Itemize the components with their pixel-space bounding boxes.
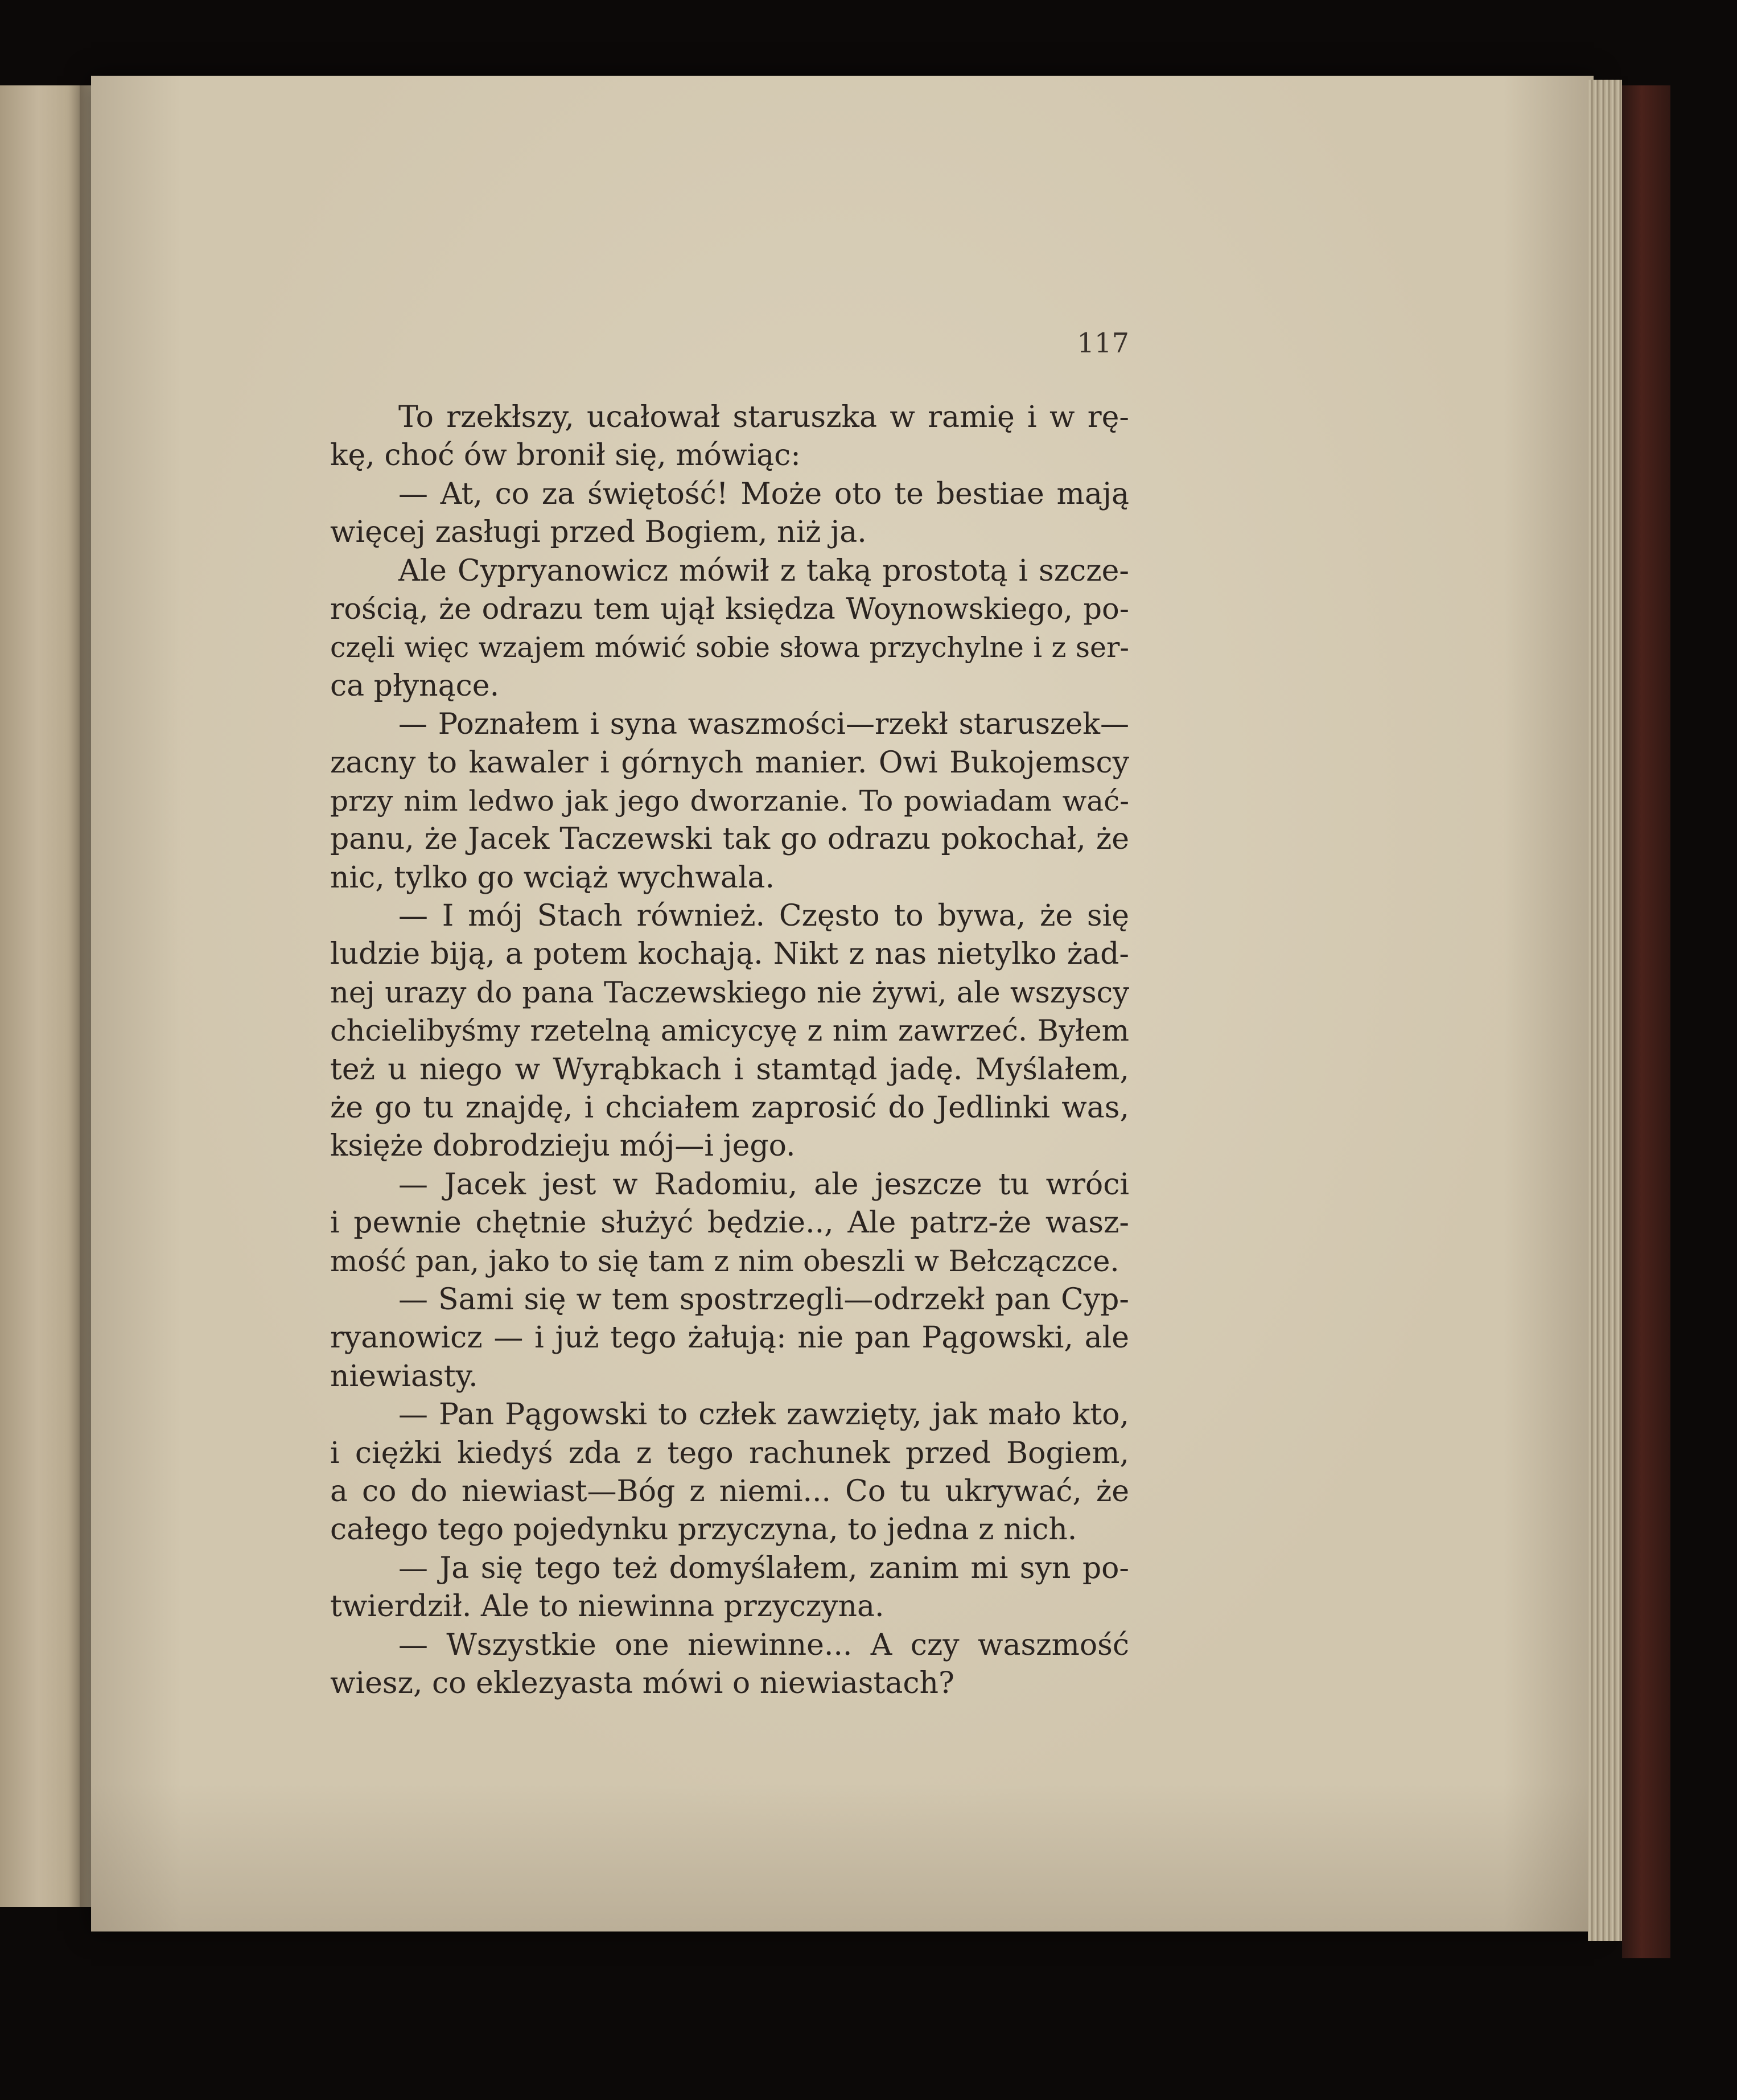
text-line: twierdził. Ale to niewinna przyczyna. bbox=[330, 1589, 884, 1624]
text-line: też u niego w Wyrąbkach i stamtąd jadę. Myślałem, bbox=[330, 1052, 1129, 1087]
text-line: ca płynące. bbox=[330, 668, 500, 703]
text-line: całego tego pojedynku przyczyna, to jedna z nich. bbox=[330, 1513, 1077, 1547]
text-line: księże dobrodzieju mój—i jego. bbox=[330, 1129, 796, 1164]
text-line: niewiasty. bbox=[330, 1359, 478, 1394]
text-line: To rzekłszy, ucałował staruszka w ramię i w rę- bbox=[398, 400, 1129, 434]
text-line: a co do niewiast—Bóg z niemi... Co tu ukrywać, że bbox=[330, 1474, 1129, 1509]
text-line: nej urazy do pana Taczewskiego nie żywi, ale wszyscy bbox=[330, 976, 1129, 1010]
text-line: i ciężki kiedyś zda z tego rachunek przed Bogiem, bbox=[330, 1436, 1129, 1470]
text-line: zacny to kawaler i górnych manier. Owi Bukojemscy bbox=[330, 745, 1129, 780]
page-stack-edges bbox=[1588, 80, 1622, 1941]
text-line: ryanowicz — i już tego żałują: nie pan Pągowski, ale bbox=[330, 1321, 1129, 1355]
text-line: więcej zasługi przed Bogiem, niż ja. bbox=[330, 515, 867, 550]
text-line: mość pan, jako to się tam z nim obeszli w Bełczączce. bbox=[330, 1244, 1119, 1279]
book-cover-edge bbox=[1622, 85, 1670, 1958]
text-line: — Jacek jest w Radomiu, ale jeszcze tu wróci bbox=[398, 1167, 1129, 1202]
text-line: panu, że Jacek Taczewski tak go odrazu pokochał, że bbox=[330, 822, 1129, 857]
text-line: nic, tylko go wciąż wychwala. bbox=[330, 860, 775, 895]
text-line: Ale Cypryanowicz mówił z taką prostotą i szcze- bbox=[398, 553, 1129, 588]
previous-page-edge bbox=[0, 85, 85, 1907]
text-line: — Ja się tego też domyślałem, zanim mi syn po- bbox=[398, 1551, 1129, 1585]
text-line: wiesz, co eklezyasta mówi o niewiastach? bbox=[330, 1666, 954, 1700]
text-line: — I mój Stach również. Często to bywa, że się bbox=[398, 899, 1129, 934]
text-line: ludzie biją, a potem kochają. Nikt z nas nietylko żad- bbox=[330, 937, 1129, 972]
page-text-block bbox=[330, 398, 1129, 1703]
text-line: przy nim ledwo jak jego dworzanie. To powiadam wać- bbox=[330, 784, 1129, 817]
text-line: — Pan Pągowski to człek zawzięty, jak mało kto, bbox=[398, 1398, 1129, 1432]
text-line: kę, choć ów bronił się, mówiąc: bbox=[330, 438, 801, 473]
text-line: i pewnie chętnie służyć będzie.., Ale patrz-że wasz- bbox=[330, 1206, 1129, 1240]
text-line: — Sami się w tem spostrzegli—odrzekł pan Cyp- bbox=[398, 1282, 1129, 1317]
text-line: częli więc wzajem mówić sobie słowa przychylne i z ser- bbox=[330, 631, 1129, 664]
text-line: rością, że odrazu tem ujął księdza Woynowskiego, po- bbox=[330, 592, 1129, 626]
text-line: chcielibyśmy rzetelną amicycyę z nim zawrzeć. Byłem bbox=[330, 1014, 1129, 1049]
text-line: że go tu znajdę, i chciałem zaprosić do Jedlinki was, bbox=[330, 1091, 1129, 1125]
text-line: — Poznałem i syna waszmości—rzekł staruszek— bbox=[398, 708, 1129, 742]
page-number: 117 bbox=[1077, 327, 1129, 359]
text-line: — At, co za świętość! Może oto te bestiae mają bbox=[398, 476, 1129, 511]
text-line: — Wszystkie one niewinne... A czy waszmość bbox=[398, 1628, 1129, 1662]
